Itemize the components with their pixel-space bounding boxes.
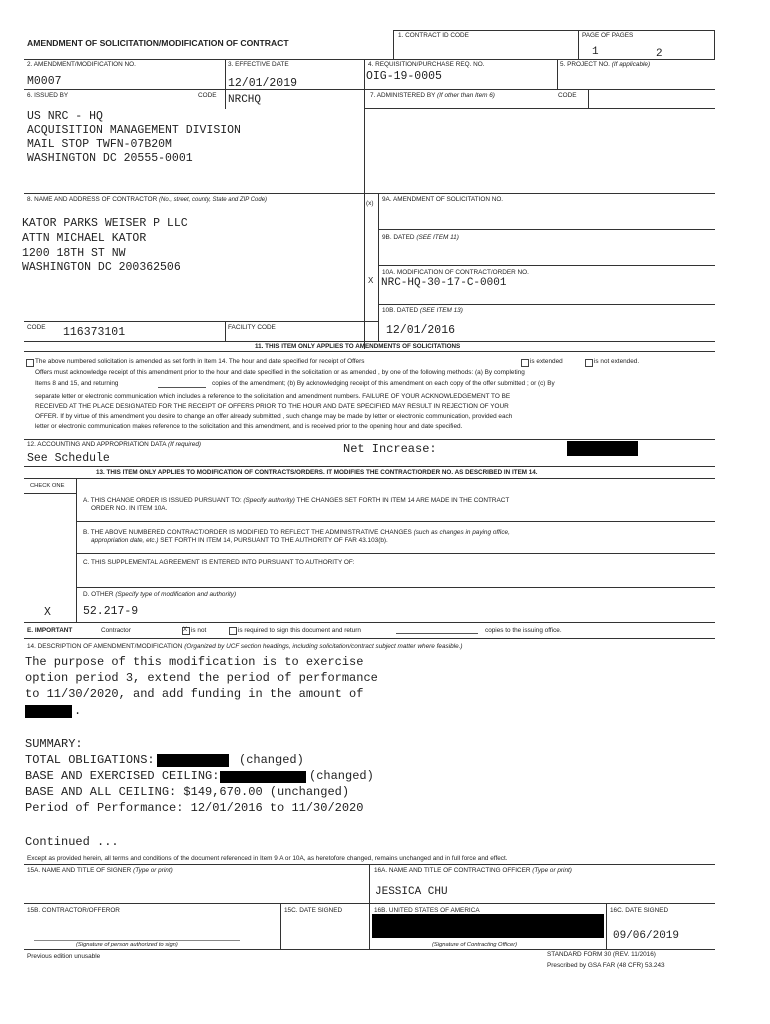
item-10b-value: 12/01/2016	[386, 324, 456, 337]
rule-h	[76, 553, 715, 554]
issued-address-4: WASHINGTON DC 20555-0001	[27, 152, 193, 165]
extended-label: is extended	[530, 358, 563, 365]
rule-h	[24, 478, 715, 479]
description-line-2: option period 3, extend the period of performance	[25, 671, 378, 685]
redacted-total-obligations	[157, 754, 229, 767]
rule-h	[378, 229, 715, 230]
is-not-label: is not	[191, 627, 207, 634]
item-11-header: 11. THIS ITEM ONLY APPLIES TO AMENDMENTS OF SOLICITATIONS	[255, 343, 461, 350]
is-not-mark: X	[183, 627, 188, 633]
not-extended-label: is not extended.	[594, 358, 640, 365]
contractor-code-value: 116373101	[63, 326, 126, 339]
item-10a-value: NRC-HQ-30-17-C-0001	[381, 277, 507, 289]
total-obligations-label: TOTAL OBLIGATIONS:	[25, 753, 155, 767]
item-11-checkbox[interactable]	[26, 359, 34, 367]
rule-v	[378, 193, 379, 341]
item-13d-value: 52.217-9	[83, 605, 139, 618]
period-of-performance-line: Period of Performance: 12/01/2016 to 11/30/2020	[25, 801, 364, 815]
item-9b-label: 9B. DATED (SEE ITEM 11)	[382, 234, 459, 241]
rule-v	[280, 903, 281, 950]
issued-address-3: MAIL STOP TWFN-07B20M	[27, 138, 172, 151]
important-contractor: Contractor	[101, 627, 131, 634]
rule-h	[24, 341, 715, 342]
item-14-label: 14. DESCRIPTION OF AMENDMENT/MODIFICATION (Organized by UCF section headings, including solicitation/contract subject matter where feasible.)	[27, 643, 463, 650]
amend-no-value: M0007	[27, 75, 62, 88]
item-16b-label: 16B. UNITED STATES OF AMERICA	[374, 907, 480, 914]
rule-v	[225, 59, 226, 109]
rule-h	[24, 439, 715, 440]
rule-h	[24, 351, 715, 352]
effective-date-label: 3. EFFECTIVE DATE	[228, 61, 289, 68]
item-9a-label: 9A. AMENDMENT OF SOLICITATION NO.	[382, 196, 504, 203]
item-11-line-1: The above numbered solicitation is amended as set forth in Item 14. The hour and date specified for receipt of Offers	[35, 358, 365, 365]
standard-form-id: STANDARD FORM 30 (REV. 11/2016)	[547, 951, 656, 958]
item-15c-label: 15C. DATE SIGNED	[284, 907, 343, 914]
contractor-address-1: KATOR PARKS WEISER P LLC	[22, 217, 188, 230]
officer-date-signed: 09/06/2019	[613, 930, 680, 942]
item-10a-mark: X	[368, 276, 374, 285]
signature-person-caption: (Signature of person authorized to sign)	[76, 942, 178, 948]
rule-v	[557, 59, 558, 89]
item-10a-label: 10A. MODIFICATION OF CONTRACT/ORDER NO.	[382, 269, 529, 276]
admin-code-label: CODE	[558, 92, 577, 99]
is-required-checkbox[interactable]	[229, 627, 237, 635]
important-label: E. IMPORTANT	[27, 627, 73, 634]
rule-v	[393, 30, 394, 60]
copies-line	[396, 633, 478, 634]
rule-h	[24, 193, 715, 194]
item-12-label: 12. ACCOUNTING AND APPROPRIATION DATA (If required)	[27, 441, 202, 448]
not-extended-checkbox[interactable]	[585, 359, 593, 367]
all-ceiling-line: BASE AND ALL CEILING: $149,670.00 (unchanged)	[25, 785, 350, 799]
item-11-line-6: OFFER. If by virtue of this amendment you desire to change an offer already submitted , such change may be made by letter or electronic communication, provided each	[35, 413, 513, 420]
rule-v	[225, 321, 226, 341]
amend-no-label: 2. AMENDMENT/MODIFICATION NO.	[27, 61, 136, 68]
is-required-label: is required to sign this document and return	[238, 627, 361, 634]
rule-h	[24, 59, 715, 60]
signature-officer-caption: (Signature of Contracting Officer)	[432, 942, 518, 948]
rule-h	[378, 304, 715, 305]
form-title: AMENDMENT OF SOLICITATION/MODIFICATION OF CONTRACT	[27, 38, 289, 48]
copies-label: copies to the issuing office.	[485, 627, 562, 634]
rule-v	[76, 478, 77, 623]
contractor-label: 8. NAME AND ADDRESS OF CONTRACTOR (No., street, county, State and ZIP Code)	[27, 196, 268, 203]
previous-edition-note: Previous edition unusable	[27, 953, 101, 960]
redacted-exercised-ceiling	[220, 771, 306, 783]
page-of-pages-label: PAGE OF PAGES	[582, 32, 634, 39]
item-11-line-3a: Items 8 and 15, and returning	[35, 380, 119, 387]
effective-date-value: 12/01/2019	[228, 77, 298, 90]
total-obligations-tail: (changed)	[239, 753, 304, 767]
rule-h	[364, 108, 715, 109]
rule-h	[378, 265, 715, 266]
except-statement: Except as provided herein, all terms and conditions of the document referenced in Item 9 A or 10A, as heretofore changed, remains unchanged and in full force and effect.	[27, 855, 508, 862]
issued-address-2: ACQUISITION MANAGEMENT DIVISION	[27, 124, 241, 137]
page-number: 1	[592, 46, 599, 58]
exercised-ceiling-label: BASE AND EXERCISED CEILING:	[25, 769, 220, 783]
redacted-officer-signature	[372, 914, 604, 938]
accounting-data-value: See Schedule	[27, 452, 110, 465]
rule-v	[364, 59, 365, 349]
item-15b-label: 15B. CONTRACTOR/OFFEROR	[27, 907, 120, 914]
item-16a-label: 16A. NAME AND TITLE OF CONTRACTING OFFICER (Type or print)	[374, 867, 572, 874]
contractor-address-2: ATTN MICHAEL KATOR	[22, 232, 147, 245]
redacted-net-increase	[567, 441, 638, 456]
item-11-line-4: separate letter or electronic communication which includes a reference to the solicitation and amendment numbers. FAILURE OF YOUR ACKNOWLEDGEMENT TO BE	[35, 393, 511, 400]
top-border-right	[393, 30, 715, 31]
contracting-officer-name: JESSICA CHU	[375, 886, 448, 898]
extended-checkbox[interactable]	[521, 359, 529, 367]
rule-h	[24, 638, 715, 639]
redacted-funding-amount	[25, 705, 72, 718]
prescribed-by-note: Prescribed by GSA FAR (48 CFR) 53.243	[547, 962, 665, 969]
check-one-label: CHECK ONE	[30, 483, 65, 489]
item-11-line-3b: copies of the amendment; (b) By acknowledging receipt of this amendment on each copy of the offer submitted ; or (c) By	[212, 380, 555, 387]
item-16c-label: 16C. DATE SIGNED	[610, 907, 669, 914]
item-13b-line-1: B. THE ABOVE NUMBERED CONTRACT/ORDER IS MODIFIED TO REFLECT THE ADMINISTRATIVE CHANGES (such as changes in paying office,	[83, 529, 510, 536]
rule-h	[24, 493, 76, 494]
rule-h	[24, 903, 715, 904]
rule-h	[76, 521, 715, 522]
issued-by-label: 6. ISSUED BY	[27, 92, 69, 99]
net-increase-label: Net Increase:	[343, 442, 437, 456]
summary-heading: SUMMARY:	[25, 737, 83, 751]
description-line-4-tail: .	[74, 704, 82, 718]
item-15a-label: 15A. NAME AND TITLE OF SIGNER (Type or print)	[27, 867, 173, 874]
page-count: 2	[656, 48, 663, 60]
rule-h	[24, 949, 715, 950]
rule-v	[606, 903, 607, 950]
continued-note: Continued ...	[25, 835, 119, 849]
description-line-3: to 11/30/2020, and add funding in the amount of	[25, 687, 364, 701]
description-line-1: The purpose of this modification is to exercise	[25, 655, 364, 669]
item-13a-line-2: ORDER NO. IN ITEM 10A.	[91, 505, 168, 512]
rule-h	[24, 466, 715, 467]
item-13b-line-2: appropriation date, etc.) SET FORTH IN ITEM 14, PURSUANT TO THE AUTHORITY OF FAR 43.103(b).	[91, 537, 388, 544]
rule-v	[578, 30, 579, 60]
item-13d-label: D. OTHER (Specify type of modification and authority)	[83, 591, 237, 598]
item-13a-line-1: A. THIS CHANGE ORDER IS ISSUED PURSUANT TO: (Specify authority) THE CHANGES SET FORTH IN ITEM 14 ARE MADE IN THE CONTRACT	[83, 497, 510, 504]
x-column-label: (x)	[366, 200, 374, 207]
item-11-line-2: Offers must acknowledge receipt of this amendment prior to the hour and date specified in the solicitation or as amended , by one of the following methods: (a) By completing	[35, 369, 525, 376]
rule-h	[76, 587, 715, 588]
issued-code-label: CODE	[198, 92, 217, 99]
project-no-label: 5. PROJECT NO. (If applicable)	[560, 61, 651, 68]
item-13-header: 13. THIS ITEM ONLY APPLIES TO MODIFICATION OF CONTRACTS/ORDERS. IT MODIFIES THE CONTRACT/ORDER NO. AS DESCRIBED IN ITEM 14.	[96, 469, 538, 476]
facility-code-label: FACILITY CODE	[228, 324, 276, 331]
rule-h	[24, 89, 715, 90]
administered-by-label: 7. ADMINISTERED BY (If other than Item 6)	[370, 92, 495, 99]
contractor-code-label: CODE	[27, 324, 46, 331]
contractor-address-4: WASHINGTON DC 200362506	[22, 261, 181, 274]
exercised-ceiling-tail: (changed)	[309, 769, 374, 783]
rule-v	[369, 864, 370, 950]
item-11-line-5: RECEIVED AT THE PLACE DESIGNATED FOR THE RECEIPT OF OFFERS PRIOR TO THE HOUR AND DATE SPECIFIED MAY RESULT IN REJECTION OF YOUR	[35, 403, 509, 410]
contractor-address-3: 1200 18TH ST NW	[22, 247, 126, 260]
copies-blank-line	[158, 387, 206, 388]
requisition-value: OIG-19-0005	[366, 70, 442, 83]
rule-v	[588, 89, 589, 109]
item-13d-mark: X	[44, 606, 51, 619]
contract-id-label: 1. CONTRACT ID CODE	[398, 32, 469, 39]
rule-h	[24, 321, 378, 322]
issued-address-1: US NRC - HQ	[27, 110, 103, 123]
issued-code-value: NRCHQ	[228, 94, 262, 106]
item-11-line-7: letter or electronic communication makes reference to the solicitation and this amendment, and is received prior to the opening hour and date specified.	[35, 423, 463, 430]
rule-v	[714, 30, 715, 60]
requisition-label: 4. REQUISITION/PURCHASE REQ. NO.	[368, 61, 485, 68]
rule-h	[24, 622, 715, 623]
item-10b-label: 10B. DATED (SEE ITEM 13)	[382, 307, 463, 314]
item-13c-label: C. THIS SUPPLEMENTAL AGREEMENT IS ENTERED INTO PURSUANT TO AUTHORITY OF:	[83, 559, 355, 566]
